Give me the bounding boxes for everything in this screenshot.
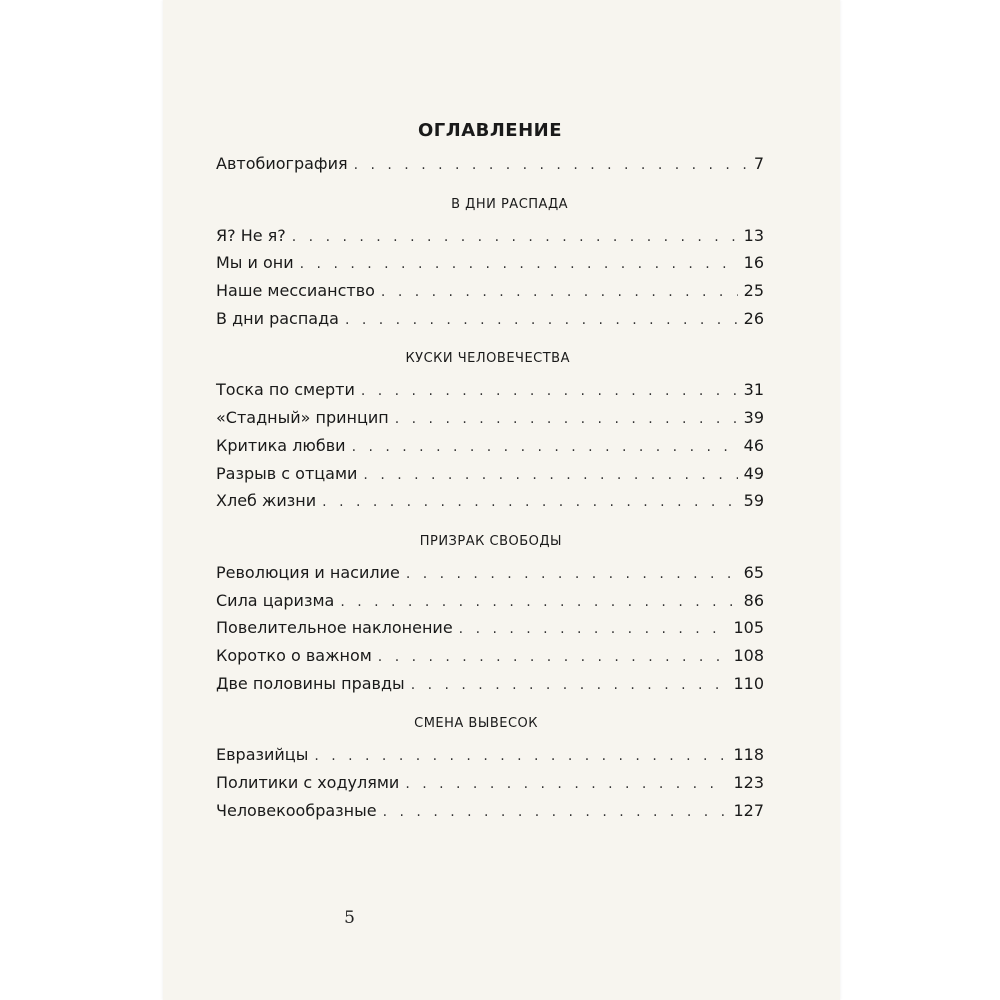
toc-entry [216, 277, 764, 305]
toc-entry-page: 31 [743, 380, 764, 400]
toc-entry-label: Критика любви [216, 435, 346, 455]
toc-entry-page: 49 [743, 463, 764, 483]
toc-entry-label: Человекообразные [216, 800, 377, 820]
toc-entry-label: Я? Не я? [216, 225, 286, 245]
toc-entry-page: 59 [743, 491, 764, 511]
toc-entry [216, 404, 764, 432]
section-heading: ПРИЗРАК СВОБОДЫ [419, 533, 562, 549]
dot-leader [292, 224, 738, 252]
dot-leader [459, 616, 728, 644]
toc-entry-label: Тоска по смерти [216, 380, 355, 400]
toc-entry-page: 86 [743, 590, 764, 610]
dot-leader [405, 771, 727, 799]
dot-leader [383, 799, 728, 827]
toc-entry [216, 487, 764, 515]
toc-entry-label: Мы и они [216, 253, 294, 273]
dot-leader [378, 644, 728, 672]
toc-entry-page: 110 [733, 673, 764, 693]
dot-leader [395, 406, 738, 434]
dot-leader [361, 378, 738, 406]
toc-entry [216, 797, 764, 825]
toc-entry [216, 150, 764, 178]
toc-entry [216, 432, 764, 460]
toc-entry [216, 305, 764, 333]
toc-entry [216, 670, 764, 698]
toc-entry [216, 460, 764, 488]
dot-leader [345, 307, 738, 335]
toc-entry-label: Повелительное наклонение [216, 618, 453, 638]
section-heading: КУСКИ ЧЕЛОВЕЧЕСТВА [405, 351, 570, 367]
toc-entry-label: Евразийцы [216, 745, 309, 765]
dot-leader [314, 743, 727, 771]
toc-entry-label: Разрыв с отцами [216, 463, 358, 483]
toc-entry-page: 105 [733, 618, 764, 638]
toc-entry-label: Коротко о важном [216, 645, 372, 665]
dot-leader [363, 462, 737, 490]
toc-entry-label: Автобиография [216, 154, 348, 173]
toc-title: ОГЛАВЛЕНИЕ [417, 120, 563, 141]
toc-entry-page: 7 [753, 154, 764, 173]
toc-entry-page: 13 [743, 225, 764, 245]
toc-entry-page: 65 [743, 562, 764, 582]
toc-entry [216, 559, 764, 587]
toc-entry-page: 127 [733, 800, 764, 820]
toc-entry [216, 741, 764, 769]
toc-entry-page: 123 [733, 773, 764, 792]
toc-entry [216, 769, 764, 797]
toc-entry-page: 108 [733, 645, 764, 665]
toc-entry-page: 46 [743, 435, 764, 455]
dot-leader [340, 589, 737, 617]
toc-entry-label: В дни распада [216, 308, 339, 328]
dot-leader [406, 561, 738, 589]
table-of-contents [216, 116, 764, 824]
dot-leader [411, 672, 728, 700]
page-number: 5 [344, 908, 355, 928]
toc-entry-label: Наше мессианство [216, 281, 375, 301]
toc-entry [216, 376, 764, 404]
toc-entry [216, 222, 764, 250]
toc-entry-page: 39 [743, 408, 764, 428]
dot-leader [352, 434, 738, 462]
dot-leader [322, 489, 737, 517]
toc-entry-label: Сила царизма [216, 590, 335, 610]
dot-leader [300, 251, 738, 279]
toc-entry-page: 16 [743, 253, 764, 273]
dot-leader [381, 279, 738, 307]
toc-entry [216, 249, 764, 277]
toc-entry [216, 614, 764, 642]
toc-entry-label: Революция и насилие [216, 562, 400, 582]
dot-leader [354, 152, 748, 180]
toc-entry-label: Политики с ходулями [216, 773, 400, 792]
toc-entry-page: 26 [743, 308, 764, 328]
toc-entry-label: Две половины правды [216, 673, 405, 693]
toc-entry-page: 25 [743, 281, 764, 301]
section-heading: В ДНИ РАСПАДА [451, 196, 568, 212]
toc-entry [216, 587, 764, 615]
toc-entry [216, 642, 764, 670]
section-heading: СМЕНА ВЫВЕСОК [414, 716, 538, 732]
toc-entry-label: Хлеб жизни [216, 491, 317, 511]
toc-entry-page: 118 [733, 745, 764, 765]
toc-entry-label: «Стадный» принцип [216, 408, 389, 428]
